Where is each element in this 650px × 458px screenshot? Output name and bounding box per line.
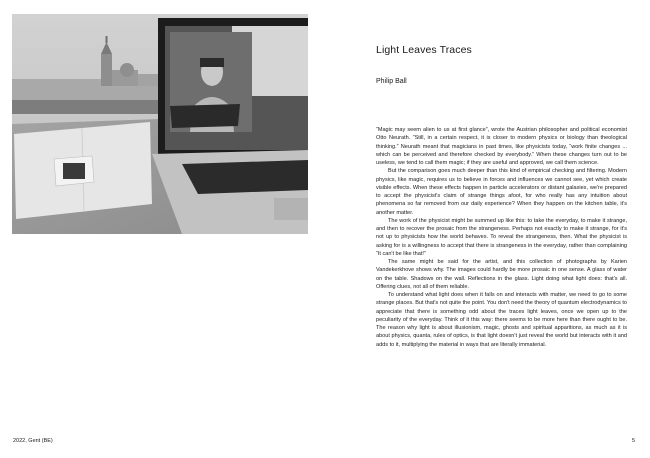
paragraph: The same might be said for the artist, and this collection of photographs by Karien Vandekerkhove shows why. The images could hardly be more prosaic in one sense. A glass of water on the table. Shadows on the wall. Reflections in the glass. Light doing what light does: that's all. Offering clues, not all of them reliable. [376,259,627,290]
paragraph: The work of the physicist might be summed up like this: to take the everyday, to make it strange, and then to recover the prosaic from the strangeness. Perhaps not exactly to make it strange, for it's not up to physicists how the world behaves. To reveal the strangeness, then. What the physicist is asking for is a willingness to accept that there is strangeness in the everyday, rather than complaining “It can't be like that!” [376,217,627,257]
article-author: Philip Ball [376,78,407,85]
footer-location-year: 2022, Gent (BE) [13,438,53,444]
paragraph: But the comparison goes much deeper than this kind of empirical checking and filtering. Modern physics, like magic, requires us to believe in forces and influences we cannot see, yet which create visible effects. When these effects happen in particle accelerators or distant galaxies, we're prepared to accept the physicist's claim of strange things afoot, for who really has any intuition about phenomena so far removed from our daily experience? When they happen on the kitchen table, it's another matter. [376,168,627,216]
paragraph: “Magic may seem alien to us at first glance”, wrote the Austrian philosopher and political economist Otto Neurath. “Still, in a certain respect, it is closer to modern physics or biology than theological thinking.” Neurath meant that magicians in past times, like physicists today, “work finite changes ... which can be perceived and therefore checked by everybody.” When these changes turn out to be useless, we tend to call them magic; if they are useful and approved, we call them science. [376,127,627,166]
page-number: 5 [632,438,636,444]
photograph-laptop-window [12,14,308,234]
article [376,44,627,349]
paragraph: To understand what light does when it falls on and interacts with matter, we need to go to some strange places. But that's not quite the point. You don't need the theory of quantum electrodynamics to appreciate that there is something odd about the traces light leaves, once we open up to the peculiarity of the everyday. Think of it this way: there seems to be more here than there ought to be. The reason why light is about illusionism, magic, ghosts and spiritual apparitions, as much as it is about physics, quanta, rules of optics, is that light doesn't just reveal the world but interacts with it and adds to it, multiplying the material in ways that are literally immaterial. [376,292,627,348]
article-title: Light Leaves Traces [376,44,472,56]
article-body [376,126,627,349]
